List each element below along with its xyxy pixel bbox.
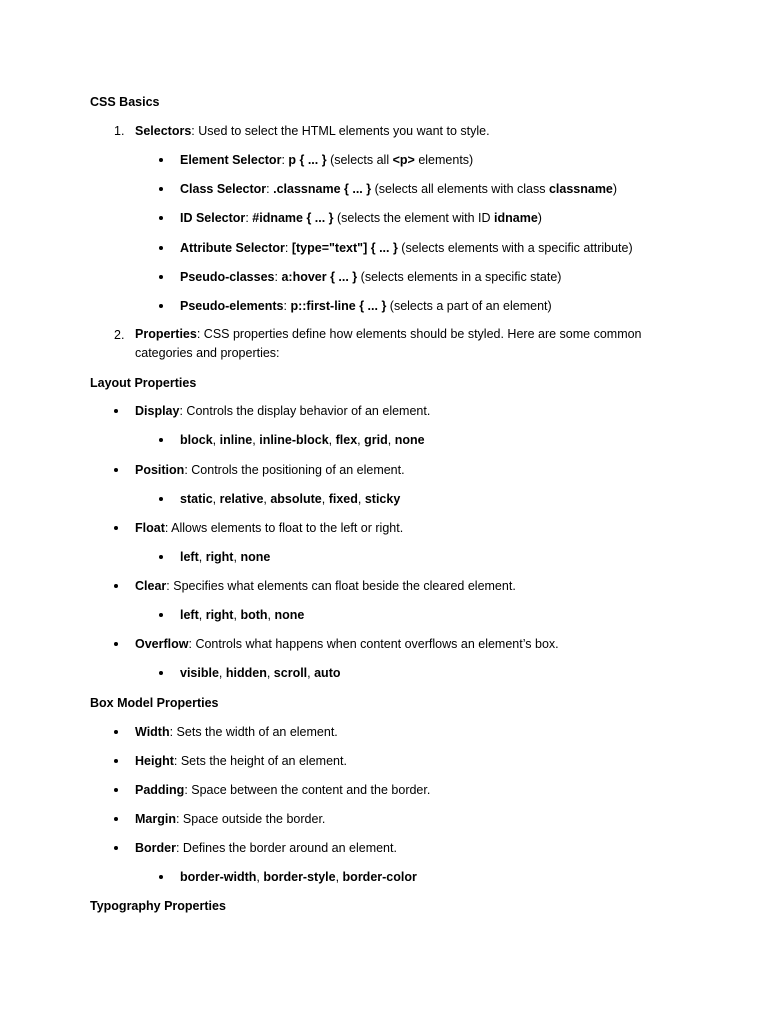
separator: : [266,182,274,196]
value: visible [180,666,219,680]
separator: , [357,492,365,506]
bullet-icon [114,468,118,472]
values-line [180,665,341,681]
list-item [135,578,516,594]
separator: , [307,666,315,680]
list-item [135,636,559,652]
term: Attribute Selector [180,241,285,255]
description: (selects elements in a specific state) [357,270,562,284]
value: relative [219,492,264,506]
value: border-style [263,870,336,884]
bullet-icon [159,216,163,220]
value: both [240,608,268,622]
values-line [180,432,425,448]
separator: , [357,433,365,447]
description: : Sets the height of an element. [173,754,347,768]
page-title: CSS Basics [90,95,160,109]
bullet-icon [114,846,118,850]
section-heading: Box Model Properties [90,696,219,710]
tail: elements) [414,153,474,167]
section-heading: Layout Properties [90,376,197,390]
description: : Space outside the border. [175,812,326,826]
list-item [135,403,430,419]
term: Position [135,463,185,477]
separator: : [245,211,253,225]
bullet-icon [159,875,163,879]
value: block [180,433,213,447]
properties-item [135,325,655,363]
term: Clear [135,579,167,593]
separator: , [321,492,329,506]
value: sticky [364,492,401,506]
bullet-icon [114,817,118,821]
term: Float [135,521,165,535]
bullet-icon [159,555,163,559]
value: auto [314,666,341,680]
tag: <p> [392,153,415,167]
tail: ) [537,211,542,225]
separator: , [233,608,241,622]
bullet-icon [114,759,118,763]
code: a:hover { ... } [281,270,358,284]
bullet-icon [159,438,163,442]
description: (selects elements with a specific attribute) [397,241,633,255]
description: : Specifies what elements can float beside the cleared element. [166,579,516,593]
value: absolute [270,492,322,506]
list-item [180,298,552,314]
term: Overflow [135,637,189,651]
code: p::first-line { ... } [290,299,387,313]
value: none [240,550,271,564]
value: grid [364,433,388,447]
separator: , [266,666,274,680]
separator: , [198,550,206,564]
term: Display [135,404,180,418]
code: #idname { ... } [252,211,334,225]
separator: : [283,299,291,313]
values-line [180,549,270,565]
description: : Controls the display behavior of an element. [179,404,431,418]
description: : Controls the positioning of an element. [184,463,405,477]
bullet-icon [114,730,118,734]
term: Class Selector [180,182,267,196]
bullet-icon [114,584,118,588]
description: : Defines the border around an element. [175,841,397,855]
list-item [180,240,633,256]
separator: : [284,241,292,255]
term: Pseudo-classes [180,270,275,284]
bullet-icon [159,613,163,617]
bullet-icon [114,526,118,530]
list-item [135,462,405,478]
description: : Controls what happens when content overflows an element’s box. [188,637,559,651]
term: Element Selector [180,153,282,167]
value: hidden [225,666,267,680]
code: [type="text"] { ... } [291,241,398,255]
value: right [205,550,234,564]
bullet-icon [114,788,118,792]
bullet-icon [159,497,163,501]
separator: , [267,608,275,622]
value: static [180,492,213,506]
tail: ) [612,182,618,196]
separator: , [387,433,395,447]
description: (selects a part of an element) [386,299,552,313]
values-line [180,607,304,623]
bullet-icon [114,642,118,646]
term: ID Selector [180,211,246,225]
description: : Sets the width of an element. [169,725,338,739]
term: Pseudo-elements [180,299,284,313]
bullet-icon [159,671,163,675]
separator: , [233,550,241,564]
term: Properties [135,327,197,341]
list-number: 2. [114,328,125,342]
term: Border [135,841,176,855]
value: flex [335,433,358,447]
separator: , [263,492,271,506]
separator: , [212,492,220,506]
section-heading: Typography Properties [90,899,226,913]
separator: , [252,433,260,447]
list-item [135,840,397,856]
description: : Space between the content and the border. [184,783,431,797]
separator: , [256,870,264,884]
list-item [135,782,430,798]
tag: idname [494,211,538,225]
code: p { ... } [288,153,327,167]
code: .classname { ... } [273,182,372,196]
separator: : [281,153,289,167]
description: (selects all elements with class [371,182,549,196]
selectors-item [135,123,490,139]
value: right [205,608,234,622]
description: (selects the element with ID [333,211,495,225]
term: Padding [135,783,185,797]
bullet-icon [159,304,163,308]
value: inline [219,433,253,447]
list-item [135,811,325,827]
bullet-icon [159,187,163,191]
value: none [394,433,425,447]
separator: , [328,433,336,447]
separator: , [335,870,343,884]
separator: , [218,666,226,680]
tag: classname [548,182,613,196]
value: fixed [328,492,358,506]
description: (selects all [326,153,393,167]
values-line [180,491,400,507]
separator: : [274,270,282,284]
value: border-width [180,870,257,884]
value: scroll [273,666,308,680]
list-item [180,152,473,168]
list-item [180,181,617,197]
list-item [180,210,542,226]
bullet-icon [114,409,118,413]
term: Width [135,725,170,739]
list-item [180,269,561,285]
description: : Allows elements to float to the left or right. [164,521,404,535]
value: none [274,608,305,622]
bullet-icon [159,246,163,250]
value: border-color [342,870,417,884]
bullet-icon [159,158,163,162]
value: left [180,608,199,622]
description: : CSS properties define how elements should be styled. Here are some common categories and properties: [135,327,642,360]
term: Margin [135,812,176,826]
bullet-icon [159,275,163,279]
term: Height [135,754,174,768]
value: inline-block [259,433,329,447]
values-line [180,869,417,885]
separator: , [198,608,206,622]
value: left [180,550,199,564]
description: : Used to select the HTML elements you want to style. [191,124,490,138]
term: Selectors [135,124,192,138]
list-item [135,724,338,740]
separator: , [212,433,220,447]
list-number: 1. [114,124,125,138]
list-item [135,753,347,769]
list-item [135,520,403,536]
